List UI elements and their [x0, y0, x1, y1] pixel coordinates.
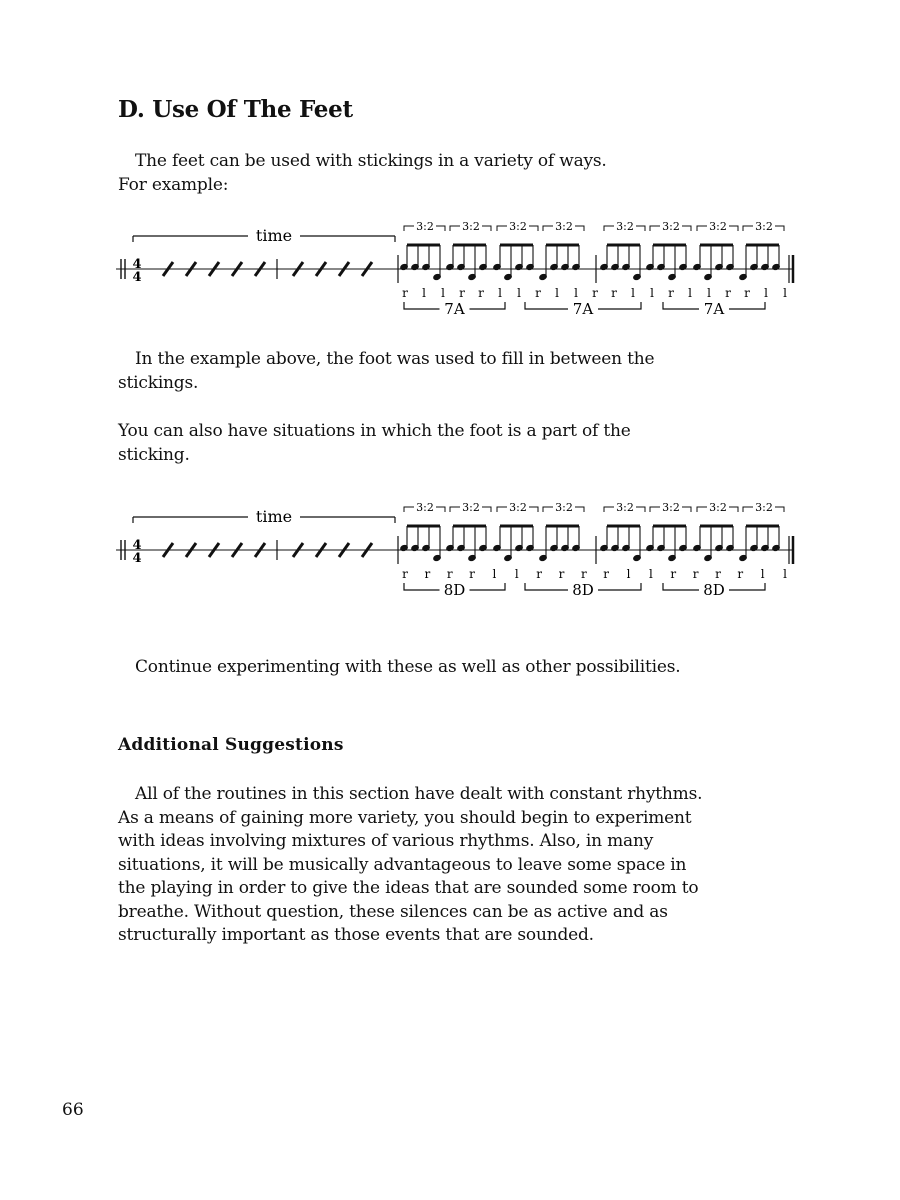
sticking-letter: r	[402, 567, 408, 581]
time-label: time	[255, 507, 293, 526]
text-line: with ideas involving mixtures of various rhythms. Also, in many	[118, 831, 654, 851]
tuplet-label: 3:2	[662, 501, 680, 514]
sticking-letter: l	[760, 567, 765, 581]
note-staff	[398, 501, 793, 564]
tuplet-label: 3:2	[509, 220, 527, 233]
time-signature-top: 4	[132, 257, 142, 272]
tuplet-label: 3:2	[555, 220, 573, 233]
paragraph-4	[118, 656, 681, 680]
sticking-letter: l	[514, 567, 519, 581]
tuplet-label: 3:2	[616, 501, 634, 514]
tuplet-label: 3:2	[616, 220, 634, 233]
time-signature-bottom: 4	[132, 551, 142, 566]
time-signature-top: 4	[132, 538, 142, 553]
sticking-letter: r	[725, 286, 731, 300]
time-label: time	[255, 226, 293, 245]
sticking-letter: l	[764, 286, 768, 300]
sticking-letter: r	[469, 567, 475, 581]
notation-example-2	[0, 496, 900, 606]
intro-paragraph	[118, 150, 607, 197]
tuplet-label: 3:2	[509, 501, 527, 514]
time-signature-bottom: 4	[132, 270, 142, 285]
sticking-letter: l	[492, 567, 497, 581]
text-line: As a means of gaining more variety, you should begin to experiment	[118, 807, 692, 828]
group-label: 7A	[703, 300, 725, 318]
sticking-letter: r	[402, 286, 408, 300]
sticking-letter: l	[650, 286, 654, 300]
sticking-row	[402, 567, 787, 581]
sticking-letter: l	[626, 567, 631, 581]
section-heading: D. Use Of The Feet	[118, 96, 353, 123]
time-bracket	[133, 507, 395, 526]
text-line: breathe. Without question, these silences can be as active and as	[118, 901, 668, 922]
tuplet-label: 3:2	[416, 501, 434, 514]
sticking-letter: r	[535, 286, 541, 300]
sticking-letter: l	[517, 286, 521, 300]
text-line: sticking.	[118, 444, 190, 465]
group-label: 8D	[572, 581, 594, 599]
subheading: Additional Suggestions	[118, 735, 344, 755]
paragraph-5	[118, 783, 702, 948]
sticking-letter: l	[688, 286, 692, 300]
sticking-letter: l	[555, 286, 559, 300]
text-line: stickings.	[118, 372, 199, 393]
sticking-letter: r	[611, 286, 617, 300]
sticking-letter: l	[783, 567, 787, 581]
paragraph-3	[118, 420, 631, 467]
text-line: You can also have situations in which the foot is a part of the	[118, 421, 631, 441]
note-staff	[398, 220, 793, 283]
text-line: the playing in order to give the ideas that are sounded some room to	[118, 878, 699, 898]
sticking-letter: r	[715, 567, 721, 581]
tuplet-label: 3:2	[755, 220, 773, 233]
sticking-row	[402, 286, 787, 300]
tuplet-label: 3:2	[755, 501, 773, 514]
sticking-letter: l	[707, 286, 711, 300]
text-line: Continue experimenting with these as well as other possibilities.	[135, 657, 681, 677]
tuplet-label: 3:2	[416, 220, 434, 233]
paragraph-2	[118, 348, 654, 395]
sticking-letter: l	[648, 567, 653, 581]
sticking-letter: r	[744, 286, 750, 300]
sticking-letter: r	[580, 567, 587, 581]
notation-example-1	[0, 215, 900, 325]
sticking-letter: r	[670, 567, 677, 581]
page-number: 66	[62, 1100, 84, 1120]
sticking-letter: r	[536, 567, 542, 581]
sticking-letter: r	[692, 567, 699, 581]
group-brackets	[404, 300, 765, 318]
time-bracket	[133, 226, 395, 245]
sticking-letter: r	[424, 567, 431, 581]
sticking-letter: l	[783, 286, 787, 300]
sticking-letter: l	[441, 286, 445, 300]
sticking-letter: r	[668, 286, 674, 300]
group-label: 7A	[444, 300, 465, 318]
tuplet-label: 3:2	[555, 501, 573, 514]
tuplet-label: 3:2	[462, 220, 480, 233]
group-brackets	[404, 581, 765, 599]
sticking-letter: l	[498, 286, 502, 300]
text-line: For example:	[118, 174, 229, 195]
tuplet-label: 3:2	[462, 501, 480, 514]
text-line: The feet can be used with stickings in a variety of ways.	[135, 151, 607, 171]
sticking-letter: r	[459, 286, 465, 300]
sticking-letter: l	[574, 286, 578, 300]
text-line: In the example above, the foot was used to fill in between the	[135, 349, 655, 369]
sticking-letter: r	[478, 286, 484, 300]
sticking-letter: l	[422, 286, 426, 300]
sticking-letter: r	[558, 567, 565, 581]
tuplet-label: 3:2	[662, 220, 680, 233]
sticking-letter: r	[592, 286, 598, 300]
tuplet-label: 3:2	[709, 220, 727, 233]
group-label: 8D	[703, 581, 725, 599]
sticking-letter: r	[603, 567, 610, 581]
group-label: 7A	[572, 300, 594, 318]
group-label: 8D	[443, 581, 466, 599]
text-line: All of the routines in this section have dealt with constant rhythms.	[135, 784, 703, 804]
text-line: structurally important as those events that are sounded.	[118, 925, 594, 945]
sticking-letter: r	[446, 567, 453, 581]
text-line: situations, it will be musically advantageous to leave some space in	[118, 854, 687, 875]
tuplet-label: 3:2	[709, 501, 727, 514]
sticking-letter: l	[631, 286, 635, 300]
sticking-letter: r	[737, 567, 744, 581]
